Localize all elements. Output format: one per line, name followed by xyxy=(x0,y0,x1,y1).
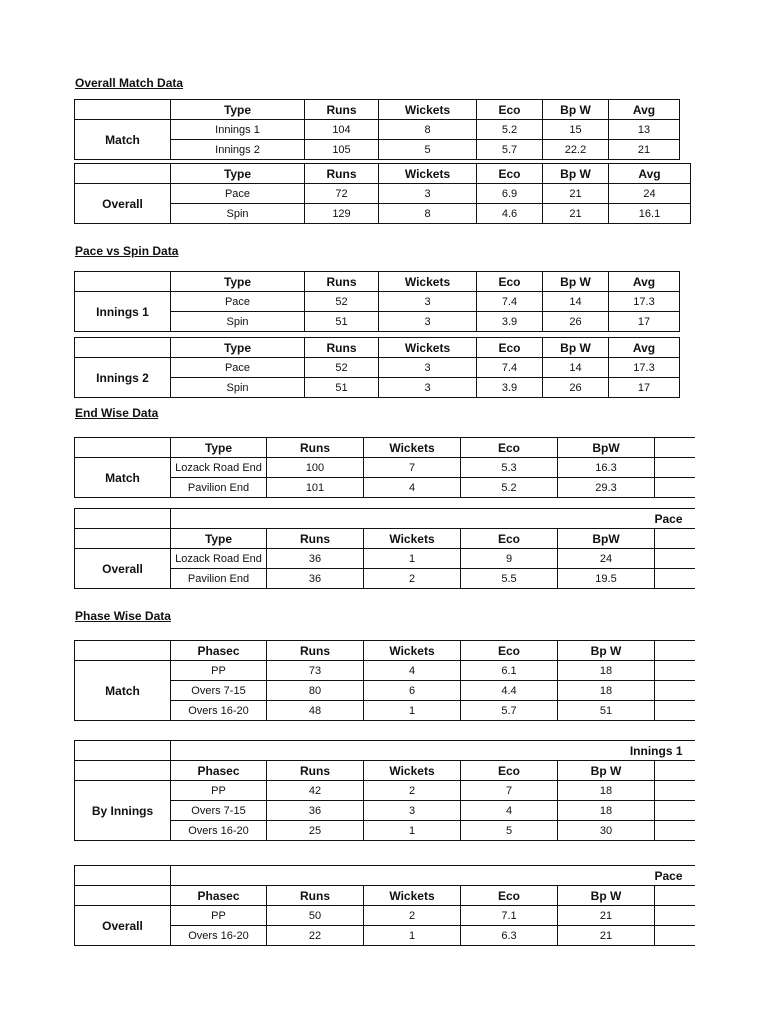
empty-cell xyxy=(655,701,695,721)
empty-cell xyxy=(655,801,695,821)
table-cell: 5.3 xyxy=(461,458,558,478)
table-cell: 17 xyxy=(609,312,680,332)
row-group-label: Innings 2 xyxy=(75,358,171,398)
column-header: Phasec xyxy=(171,886,267,906)
table-cell: 101 xyxy=(267,478,364,498)
table-header-row xyxy=(75,438,695,458)
table-cell: 8 xyxy=(379,120,477,140)
table-header-row xyxy=(75,100,680,120)
row-type-cell: Spin xyxy=(171,204,305,224)
table-header-row xyxy=(75,338,680,358)
table-cell: 18 xyxy=(558,661,655,681)
table-top-row xyxy=(75,509,695,529)
table-header-row xyxy=(75,641,695,661)
table-cell: 7.4 xyxy=(477,292,543,312)
table-cell: 5.2 xyxy=(477,120,543,140)
row-type-cell: PP xyxy=(171,781,267,801)
column-header: Avg xyxy=(609,338,680,358)
table-cell: 4 xyxy=(364,661,461,681)
empty-cell xyxy=(655,906,695,926)
table-cell: 42 xyxy=(267,781,364,801)
row-type-cell: PP xyxy=(171,906,267,926)
empty-cell xyxy=(75,438,171,458)
table-cell: 6.1 xyxy=(461,661,558,681)
empty-cell xyxy=(75,509,171,529)
row-type-cell: Overs 16-20 xyxy=(171,821,267,841)
table-cell: 9 xyxy=(461,549,558,569)
empty-cell xyxy=(75,100,171,120)
table-cell: 80 xyxy=(267,681,364,701)
column-header: Runs xyxy=(305,338,379,358)
table-cell: 105 xyxy=(305,140,379,160)
column-header: Bp W xyxy=(558,641,655,661)
row-type-cell: Overs 7-15 xyxy=(171,801,267,821)
row-type-cell: Spin xyxy=(171,378,305,398)
row-group-label: Match xyxy=(75,661,171,721)
row-group-label: Match xyxy=(75,458,171,498)
column-header: Eco xyxy=(461,886,558,906)
table-row xyxy=(75,781,695,801)
row-group-label: By Innings xyxy=(75,781,171,841)
table-cell: 16.3 xyxy=(558,458,655,478)
table-row xyxy=(75,120,680,140)
table-end-wise-overall xyxy=(74,508,695,589)
table-cell: 36 xyxy=(267,569,364,589)
table-row xyxy=(75,458,695,478)
table-cell: 18 xyxy=(558,681,655,701)
column-header: Avg xyxy=(609,164,691,184)
table-cell: 51 xyxy=(558,701,655,721)
table-cell: 24 xyxy=(558,549,655,569)
empty-cell xyxy=(655,821,695,841)
column-header: Eco xyxy=(477,164,543,184)
column-header: Type xyxy=(171,438,267,458)
row-type-cell: Overs 7-15 xyxy=(171,681,267,701)
table-row xyxy=(75,549,695,569)
row-group-label: Overall xyxy=(75,184,171,224)
column-header: Type xyxy=(171,529,267,549)
table-row xyxy=(75,292,680,312)
table-cell: 5.7 xyxy=(461,701,558,721)
table-end-wise-match xyxy=(74,437,695,498)
table-row xyxy=(75,661,695,681)
table-cell: 25 xyxy=(267,821,364,841)
table-cell: 21 xyxy=(558,926,655,946)
table-header-row xyxy=(75,272,680,292)
empty-cell xyxy=(655,661,695,681)
table-cell: 4 xyxy=(364,478,461,498)
empty-cell xyxy=(75,741,171,761)
empty-cell xyxy=(655,641,695,661)
column-header: Runs xyxy=(267,438,364,458)
table-cell: 26 xyxy=(543,378,609,398)
empty-cell xyxy=(655,886,695,906)
table-innings-2-pace-spin xyxy=(74,337,680,398)
column-header: Eco xyxy=(461,761,558,781)
column-header: Wickets xyxy=(364,438,461,458)
table-phase-wise-by-innings xyxy=(74,740,695,841)
empty-cell xyxy=(75,272,171,292)
empty-cell xyxy=(655,549,695,569)
row-type-cell: Innings 1 xyxy=(171,120,305,140)
table-top-label: Innings 1 xyxy=(171,741,695,761)
empty-cell xyxy=(75,866,171,886)
heading-overall-match-data: Overall Match Data xyxy=(75,76,184,90)
column-header: Wickets xyxy=(364,886,461,906)
column-header: Eco xyxy=(461,438,558,458)
table-cell: 1 xyxy=(364,926,461,946)
empty-cell xyxy=(655,569,695,589)
table-cell: 30 xyxy=(558,821,655,841)
row-type-cell: Innings 2 xyxy=(171,140,305,160)
table-row xyxy=(75,906,695,926)
table-cell: 13 xyxy=(609,120,680,140)
table-innings-1-pace-spin xyxy=(74,271,680,332)
row-type-cell: Overs 16-20 xyxy=(171,926,267,946)
column-header: Eco xyxy=(477,272,543,292)
table-cell: 26 xyxy=(543,312,609,332)
column-header: Wickets xyxy=(364,761,461,781)
table-cell: 21 xyxy=(543,184,609,204)
table-cell: 4.6 xyxy=(477,204,543,224)
table-cell: 1 xyxy=(364,701,461,721)
column-header: Type xyxy=(171,100,305,120)
column-header: Runs xyxy=(305,164,379,184)
table-cell: 3.9 xyxy=(477,378,543,398)
empty-cell xyxy=(655,681,695,701)
table-overall-pace-spin xyxy=(74,163,691,224)
column-header: Runs xyxy=(305,100,379,120)
heading-phase-wise-data: Phase Wise Data xyxy=(75,609,171,623)
table-row xyxy=(75,184,691,204)
table-cell: 5 xyxy=(379,140,477,160)
row-type-cell: Pace xyxy=(171,292,305,312)
table-top-label: Pace xyxy=(171,866,695,886)
column-header: Bp W xyxy=(558,761,655,781)
table-cell: 48 xyxy=(267,701,364,721)
row-type-cell: PP xyxy=(171,661,267,681)
column-header: Type xyxy=(171,272,305,292)
column-header: BpW xyxy=(558,438,655,458)
column-header: Avg xyxy=(609,272,680,292)
table-cell: 36 xyxy=(267,549,364,569)
column-header: Type xyxy=(171,164,305,184)
row-group-label: Overall xyxy=(75,549,171,589)
table-cell: 18 xyxy=(558,781,655,801)
empty-cell xyxy=(75,761,171,781)
table-header-row xyxy=(75,529,695,549)
column-header: Type xyxy=(171,338,305,358)
column-header: Eco xyxy=(477,100,543,120)
table-cell: 3 xyxy=(379,358,477,378)
table-cell: 51 xyxy=(305,378,379,398)
table-cell: 22 xyxy=(267,926,364,946)
table-cell: 50 xyxy=(267,906,364,926)
empty-cell xyxy=(75,529,171,549)
column-header: Wickets xyxy=(379,100,477,120)
column-header: BpW xyxy=(558,529,655,549)
table-cell: 3 xyxy=(379,378,477,398)
table-cell: 5.2 xyxy=(461,478,558,498)
row-type-cell: Pace xyxy=(171,184,305,204)
column-header: Runs xyxy=(267,886,364,906)
table-cell: 19.5 xyxy=(558,569,655,589)
table-top-row xyxy=(75,866,695,886)
empty-cell xyxy=(75,164,171,184)
empty-cell xyxy=(655,781,695,801)
empty-cell xyxy=(655,458,695,478)
table-cell: 16.1 xyxy=(609,204,691,224)
table-cell: 6.3 xyxy=(461,926,558,946)
column-header: Phasec xyxy=(171,761,267,781)
table-phase-wise-overall xyxy=(74,865,695,946)
column-header: Wickets xyxy=(364,529,461,549)
column-header: Eco xyxy=(461,529,558,549)
column-header: Bp W xyxy=(558,886,655,906)
column-header: Wickets xyxy=(379,272,477,292)
heading-pace-vs-spin-data: Pace vs Spin Data xyxy=(75,244,179,258)
column-header: Wickets xyxy=(364,641,461,661)
table-cell: 7.4 xyxy=(477,358,543,378)
table-cell: 2 xyxy=(364,569,461,589)
table-cell: 72 xyxy=(305,184,379,204)
row-group-label: Overall xyxy=(75,906,171,946)
row-type-cell: Pavilion End xyxy=(171,478,267,498)
table-cell: 3 xyxy=(379,184,477,204)
table-cell: 5 xyxy=(461,821,558,841)
column-header: Avg xyxy=(609,100,680,120)
table-cell: 3.9 xyxy=(477,312,543,332)
column-header: Wickets xyxy=(379,338,477,358)
table-cell: 3 xyxy=(364,801,461,821)
table-cell: 29.3 xyxy=(558,478,655,498)
column-header: Eco xyxy=(477,338,543,358)
table-cell: 5.7 xyxy=(477,140,543,160)
row-type-cell: Pavilion End xyxy=(171,569,267,589)
table-header-row xyxy=(75,164,691,184)
table-cell: 73 xyxy=(267,661,364,681)
table-cell: 5.5 xyxy=(461,569,558,589)
row-group-label: Match xyxy=(75,120,171,160)
row-type-cell: Spin xyxy=(171,312,305,332)
row-type-cell: Overs 16-20 xyxy=(171,701,267,721)
empty-cell xyxy=(655,529,695,549)
row-type-cell: Lozack Road End xyxy=(171,458,267,478)
empty-cell xyxy=(655,478,695,498)
column-header: Runs xyxy=(267,761,364,781)
heading-end-wise-data: End Wise Data xyxy=(75,406,159,420)
table-row xyxy=(75,358,680,378)
table-cell: 52 xyxy=(305,358,379,378)
column-header: Runs xyxy=(267,529,364,549)
table-cell: 15 xyxy=(543,120,609,140)
column-header: Phasec xyxy=(171,641,267,661)
table-header-row xyxy=(75,886,695,906)
column-header: Eco xyxy=(461,641,558,661)
column-header: Bp W xyxy=(543,164,609,184)
empty-cell xyxy=(655,926,695,946)
table-cell: 14 xyxy=(543,358,609,378)
row-type-cell: Lozack Road End xyxy=(171,549,267,569)
table-cell: 4.4 xyxy=(461,681,558,701)
table-cell: 129 xyxy=(305,204,379,224)
table-cell: 21 xyxy=(543,204,609,224)
row-type-cell: Pace xyxy=(171,358,305,378)
table-cell: 52 xyxy=(305,292,379,312)
empty-cell xyxy=(655,761,695,781)
table-cell: 4 xyxy=(461,801,558,821)
table-cell: 3 xyxy=(379,292,477,312)
table-cell: 17.3 xyxy=(609,358,680,378)
table-cell: 51 xyxy=(305,312,379,332)
table-cell: 6 xyxy=(364,681,461,701)
table-cell: 2 xyxy=(364,906,461,926)
table-cell: 6.9 xyxy=(477,184,543,204)
table-header-row xyxy=(75,761,695,781)
table-cell: 17.3 xyxy=(609,292,680,312)
table-phase-wise-match xyxy=(74,640,695,721)
table-cell: 36 xyxy=(267,801,364,821)
row-group-label: Innings 1 xyxy=(75,292,171,332)
table-cell: 100 xyxy=(267,458,364,478)
table-cell: 3 xyxy=(379,312,477,332)
table-match-innings xyxy=(74,99,680,160)
column-header: Runs xyxy=(267,641,364,661)
table-cell: 14 xyxy=(543,292,609,312)
column-header: Bp W xyxy=(543,338,609,358)
table-cell: 22.2 xyxy=(543,140,609,160)
column-header: Wickets xyxy=(379,164,477,184)
table-cell: 18 xyxy=(558,801,655,821)
table-cell: 7 xyxy=(461,781,558,801)
table-cell: 24 xyxy=(609,184,691,204)
table-cell: 2 xyxy=(364,781,461,801)
table-top-label: Pace xyxy=(171,509,695,529)
empty-cell xyxy=(655,438,695,458)
column-header: Bp W xyxy=(543,100,609,120)
empty-cell xyxy=(75,886,171,906)
table-cell: 21 xyxy=(609,140,680,160)
table-cell: 8 xyxy=(379,204,477,224)
empty-cell xyxy=(75,338,171,358)
table-cell: 1 xyxy=(364,549,461,569)
table-cell: 7 xyxy=(364,458,461,478)
column-header: Runs xyxy=(305,272,379,292)
table-cell: 1 xyxy=(364,821,461,841)
table-cell: 7.1 xyxy=(461,906,558,926)
table-cell: 21 xyxy=(558,906,655,926)
empty-cell xyxy=(75,641,171,661)
table-cell: 17 xyxy=(609,378,680,398)
table-top-row xyxy=(75,741,695,761)
column-header: Bp W xyxy=(543,272,609,292)
table-cell: 104 xyxy=(305,120,379,140)
